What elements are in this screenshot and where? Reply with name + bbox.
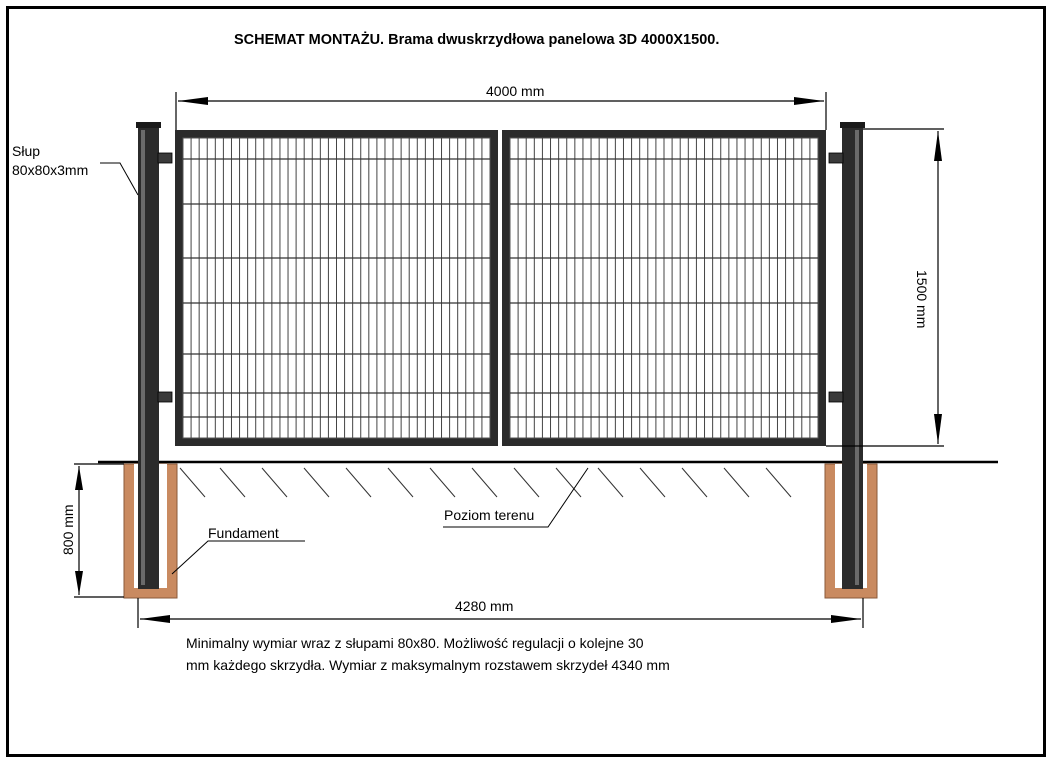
note-line-2: mm każdego skrzydła. Wymiar z maksymalnym rozstawem skrzydeł 4340 mm: [186, 657, 670, 673]
diagram-title: SCHEMAT MONTAŻU. Brama dwuskrzydłowa panelowa 3D 4000X1500.: [234, 32, 720, 48]
total-width-label: 4280 mm: [455, 598, 514, 614]
post-label: [12, 142, 88, 180]
foundation-label: Fundament: [208, 525, 279, 541]
note-line-1: Minimalny wymiar wraz z słupami 80x80. Możliwość regulacji o kolejne 30: [186, 635, 644, 651]
post-name: Słup: [12, 143, 41, 159]
foundation-depth-label: 800 mm: [60, 504, 76, 555]
post-size: 80x80x3mm: [12, 162, 89, 178]
right-gate-leaf: [502, 130, 826, 446]
left-gate-leaf: [175, 130, 498, 446]
installation-note: [186, 632, 786, 676]
foundation-depth-dimension: [74, 464, 124, 597]
ground-level-label: Poziom terenu: [444, 507, 535, 523]
ground-hatching: [180, 468, 791, 497]
gate-height-label: 1500 mm: [914, 270, 930, 329]
gate-width-label: 4000 mm: [486, 83, 545, 99]
